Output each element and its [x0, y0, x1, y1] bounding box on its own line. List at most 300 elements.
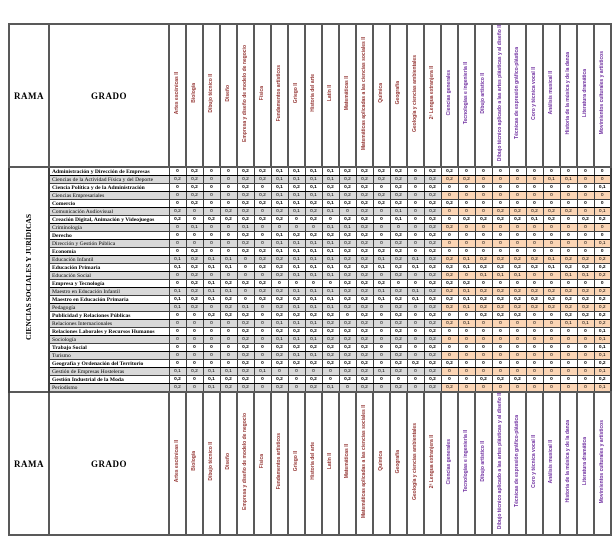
weight-value-cell: 0,2: [458, 176, 475, 184]
weight-value-cell: 0: [169, 224, 186, 232]
weight-value-cell: 0,2: [475, 312, 492, 320]
weight-value-cell: 0: [458, 368, 475, 376]
weight-value-cell: 0,2: [424, 384, 441, 393]
weight-value-cell: 0,2: [356, 216, 373, 224]
weight-value-cell: 0: [407, 352, 424, 360]
weight-value-cell: 0,2: [305, 312, 322, 320]
weight-value-cell: 0,1: [390, 216, 407, 224]
weight-value-cell: 0,2: [373, 200, 390, 208]
weight-value-cell: 0,2: [373, 167, 390, 176]
weight-value-cell: 0: [492, 360, 509, 368]
weight-value-cell: 0,2: [509, 216, 526, 224]
weight-value-cell: 0: [543, 312, 560, 320]
weight-value-cell: 0,2: [186, 288, 203, 296]
weight-value-cell: 0: [339, 384, 356, 393]
subject-column-header: [322, 392, 339, 535]
degree-row: [9, 288, 611, 296]
weight-value-cell: 0,2: [169, 208, 186, 216]
weight-value-cell: 0: [203, 184, 220, 192]
weight-value-cell: 0,1: [271, 248, 288, 256]
weight-value-cell: 0: [203, 344, 220, 352]
weight-value-cell: 0: [288, 216, 305, 224]
weight-value-cell: 0: [373, 208, 390, 216]
weight-value-cell: 0: [441, 184, 458, 192]
weight-value-cell: 0: [373, 360, 390, 368]
weight-value-cell: 0,2: [186, 176, 203, 184]
weight-value-cell: 0,2: [441, 200, 458, 208]
weight-value-cell: 0: [458, 328, 475, 336]
rama-header: RAMA: [9, 392, 49, 535]
weight-value-cell: 0: [373, 184, 390, 192]
degree-row: [9, 352, 611, 360]
subject-column-header: [271, 24, 288, 167]
weight-value-cell: 0: [373, 224, 390, 232]
subject-label: Historia del arte: [309, 74, 316, 112]
weight-value-cell: 0,2: [271, 384, 288, 393]
weight-value-cell: 0,2: [322, 344, 339, 352]
weight-value-cell: 0: [186, 216, 203, 224]
weight-value-cell: 0: [577, 352, 594, 360]
weight-value-cell: 0: [373, 328, 390, 336]
weight-value-cell: 0,2: [594, 256, 611, 264]
subject-column-header: [339, 392, 356, 535]
weight-value-cell: 0,2: [271, 376, 288, 384]
weight-value-cell: 0: [577, 344, 594, 352]
weight-value-cell: 0,2: [220, 216, 237, 224]
weight-value-cell: 0,2: [186, 256, 203, 264]
weight-value-cell: 0: [373, 312, 390, 320]
degree-name: Administración y Dirección de Empresas: [49, 167, 169, 176]
weight-value-cell: 0: [543, 376, 560, 384]
weight-value-cell: 0,2: [526, 288, 543, 296]
weight-value-cell: 0: [373, 272, 390, 280]
weight-value-cell: 0: [441, 328, 458, 336]
weight-value-cell: 0: [458, 360, 475, 368]
weight-value-cell: 0,2: [424, 344, 441, 352]
weight-value-cell: 0: [509, 232, 526, 240]
weight-value-cell: 0,1: [560, 272, 577, 280]
subject-label: Ciencias generales: [445, 70, 452, 116]
weight-value-cell: 0,1: [288, 272, 305, 280]
weight-value-cell: 0,2: [271, 216, 288, 224]
weight-value-cell: 0,2: [577, 312, 594, 320]
weight-value-cell: 0,2: [424, 304, 441, 312]
weight-value-cell: 0,2: [594, 320, 611, 328]
subject-label: Literatura dramática: [581, 437, 588, 486]
degree-name: Empresa y Tecnología: [49, 280, 169, 288]
weight-value-cell: 0,2: [237, 336, 254, 344]
weight-value-cell: 0: [577, 280, 594, 288]
weight-value-cell: 0,2: [339, 336, 356, 344]
weight-value-cell: 0: [458, 384, 475, 393]
weight-value-cell: 0,2: [577, 216, 594, 224]
weight-value-cell: 0: [509, 384, 526, 393]
weight-value-cell: 0,1: [305, 288, 322, 296]
weight-value-cell: 0,2: [560, 304, 577, 312]
weight-value-cell: 0: [594, 176, 611, 184]
subject-column-header: [373, 24, 390, 167]
weight-value-cell: 0: [526, 384, 543, 393]
weight-value-cell: 0: [288, 224, 305, 232]
weight-value-cell: 0: [237, 256, 254, 264]
weight-value-cell: 0: [560, 336, 577, 344]
weight-value-cell: 0,2: [356, 328, 373, 336]
weight-value-cell: 0,2: [441, 304, 458, 312]
weight-value-cell: 0: [203, 328, 220, 336]
weight-value-cell: 0,2: [492, 312, 509, 320]
weight-value-cell: 0,2: [356, 192, 373, 200]
weight-value-cell: 0,2: [356, 376, 373, 384]
weight-value-cell: 0: [220, 360, 237, 368]
weight-value-cell: 0: [509, 167, 526, 176]
weight-value-cell: 0,2: [560, 208, 577, 216]
weight-value-cell: 0,1: [322, 200, 339, 208]
weight-value-cell: 0,2: [237, 352, 254, 360]
subject-column-header: [169, 392, 186, 535]
weight-value-cell: 0: [492, 192, 509, 200]
weight-value-cell: 0: [492, 167, 509, 176]
weight-value-cell: 0,2: [424, 312, 441, 320]
weight-value-cell: 0: [407, 184, 424, 192]
weight-value-cell: 0: [220, 272, 237, 280]
weight-value-cell: 0,2: [492, 288, 509, 296]
weight-value-cell: 0,2: [526, 208, 543, 216]
weight-value-cell: 0: [169, 320, 186, 328]
weight-value-cell: 0: [509, 360, 526, 368]
weight-value-cell: 0: [458, 336, 475, 344]
subject-label: Matemáticas II: [343, 444, 350, 479]
subject-label: Ciencias generales: [445, 438, 452, 484]
weight-value-cell: 0,2: [475, 376, 492, 384]
branch-cell: [9, 167, 49, 392]
weight-value-cell: 0,1: [169, 264, 186, 272]
weight-value-cell: 0: [509, 176, 526, 184]
weight-value-cell: 0: [390, 376, 407, 384]
weight-value-cell: 0: [186, 384, 203, 393]
weight-value-cell: 0: [526, 344, 543, 352]
weight-value-cell: 0: [373, 336, 390, 344]
weight-value-cell: 0,2: [271, 304, 288, 312]
weight-value-cell: 0: [169, 312, 186, 320]
weight-value-cell: 0: [526, 352, 543, 360]
weight-value-cell: 0: [475, 320, 492, 328]
subject-column-header: [373, 392, 390, 535]
weight-value-cell: 0,2: [509, 256, 526, 264]
weight-value-cell: 0,2: [254, 264, 271, 272]
weight-value-cell: 0,1: [271, 176, 288, 184]
subject-column-header: [526, 24, 543, 167]
weight-value-cell: 0: [475, 336, 492, 344]
weight-value-cell: 0,1: [203, 264, 220, 272]
weight-value-cell: 0: [475, 240, 492, 248]
weight-value-cell: 0,2: [305, 384, 322, 393]
weight-value-cell: 0,2: [237, 200, 254, 208]
weight-value-cell: 0,1: [577, 320, 594, 328]
weight-value-cell: 0,2: [458, 280, 475, 288]
weight-value-cell: 0: [577, 240, 594, 248]
weight-value-cell: 0: [492, 200, 509, 208]
weight-value-cell: 0,1: [203, 376, 220, 384]
degree-row: [9, 264, 611, 272]
weight-value-cell: 0: [169, 328, 186, 336]
weight-value-cell: 0,2: [237, 184, 254, 192]
weight-value-cell: 0,1: [594, 328, 611, 336]
weight-value-cell: 0,2: [356, 288, 373, 296]
weight-value-cell: 0: [526, 312, 543, 320]
weight-value-cell: 0,1: [305, 352, 322, 360]
degree-row: [9, 360, 611, 368]
subject-column-header: [475, 24, 492, 167]
weight-value-cell: 0,2: [492, 376, 509, 384]
weight-value-cell: 0,2: [339, 328, 356, 336]
weight-value-cell: 0,2: [254, 192, 271, 200]
weight-value-cell: 0: [458, 184, 475, 192]
weight-value-cell: 0: [407, 312, 424, 320]
weight-value-cell: 0: [509, 192, 526, 200]
weight-value-cell: 0: [543, 184, 560, 192]
weight-value-cell: 0: [577, 224, 594, 232]
weight-value-cell: 0,2: [594, 288, 611, 296]
weight-value-cell: 0,1: [458, 296, 475, 304]
degree-name: Trabajo Social: [49, 344, 169, 352]
weight-value-cell: 0,2: [288, 232, 305, 240]
weight-value-cell: 0,2: [492, 296, 509, 304]
weight-value-cell: 0: [339, 312, 356, 320]
weight-value-cell: 0: [560, 368, 577, 376]
subject-label: Matemáticas II: [343, 75, 350, 111]
weight-value-cell: 0,1: [594, 344, 611, 352]
weight-value-cell: 0: [560, 232, 577, 240]
weight-value-cell: 0,2: [237, 176, 254, 184]
weight-value-cell: 0,2: [492, 304, 509, 312]
degree-name: Ciencias Empresariales: [49, 192, 169, 200]
subject-label: Geografía: [394, 449, 401, 473]
degree-name: Gestión de Empresas Hosteleras: [49, 368, 169, 376]
weight-value-cell: 0,2: [509, 312, 526, 320]
degree-row: [9, 296, 611, 304]
weight-value-cell: 0,2: [390, 256, 407, 264]
weight-value-cell: 0: [407, 384, 424, 393]
weight-value-cell: 0: [441, 312, 458, 320]
weight-value-cell: 0: [203, 248, 220, 256]
weight-value-cell: 0: [169, 336, 186, 344]
degree-row: [9, 200, 611, 208]
weight-value-cell: 0,2: [441, 296, 458, 304]
weight-value-cell: 0: [458, 192, 475, 200]
weight-value-cell: 0,2: [339, 344, 356, 352]
subject-label: Movimientos culturales y artísticos: [598, 419, 605, 503]
weight-value-cell: 0,2: [424, 272, 441, 280]
weight-value-cell: 0,2: [339, 176, 356, 184]
weight-value-cell: 0,2: [424, 296, 441, 304]
subject-label: Latín II: [326, 453, 333, 470]
weight-value-cell: 0: [509, 336, 526, 344]
weight-value-cell: 0: [407, 224, 424, 232]
weight-value-cell: 0: [509, 368, 526, 376]
weight-value-cell: 0: [458, 352, 475, 360]
weight-value-cell: 0: [509, 328, 526, 336]
weight-value-cell: 0: [577, 368, 594, 376]
weight-value-cell: 0,2: [458, 216, 475, 224]
weight-value-cell: 0: [305, 368, 322, 376]
weight-value-cell: 0: [407, 167, 424, 176]
subject-label: Fundamentos artísticos: [275, 433, 282, 490]
degree-row: [9, 280, 611, 288]
subject-label: Fundamentos artísticos: [275, 64, 282, 122]
weight-value-cell: 0: [458, 272, 475, 280]
weight-value-cell: 0: [203, 240, 220, 248]
subject-label: Física: [258, 454, 265, 469]
weight-value-cell: 0: [526, 360, 543, 368]
weight-value-cell: 0: [458, 248, 475, 256]
weight-value-cell: 0,2: [356, 232, 373, 240]
subject-label: Empresa y diseño de modelo de negocio: [241, 44, 248, 142]
weight-value-cell: 0,2: [339, 264, 356, 272]
weight-value-cell: 0: [543, 224, 560, 232]
weight-value-cell: 0: [526, 320, 543, 328]
degree-row: [9, 167, 611, 176]
weight-value-cell: 0,2: [169, 384, 186, 393]
weight-value-cell: 0: [594, 192, 611, 200]
weight-value-cell: 0: [509, 320, 526, 328]
weight-value-cell: 0,1: [288, 200, 305, 208]
weight-value-cell: 0: [322, 280, 339, 288]
weight-value-cell: 0,1: [458, 256, 475, 264]
weight-value-cell: 0: [543, 336, 560, 344]
weight-value-cell: 0: [577, 184, 594, 192]
weight-value-cell: 0,2: [237, 360, 254, 368]
weight-value-cell: 0,1: [526, 216, 543, 224]
subject-column-header: [560, 392, 577, 535]
weight-value-cell: 0: [373, 352, 390, 360]
weight-value-cell: 0,2: [254, 248, 271, 256]
weight-value-cell: 0,2: [390, 200, 407, 208]
weight-value-cell: 0,2: [203, 216, 220, 224]
weight-value-cell: 0,1: [594, 184, 611, 192]
degree-name: Educación Primaria: [49, 264, 169, 272]
subject-label: Tecnologías e ingeniería II: [462, 62, 469, 125]
degree-name: Relaciones Laborales y Recursos Humanos: [49, 328, 169, 336]
subject-column-header: [254, 24, 271, 167]
weight-value-cell: 0: [543, 200, 560, 208]
degree-row: [9, 256, 611, 264]
weight-value-cell: 0,1: [305, 264, 322, 272]
subject-column-header: [288, 392, 305, 535]
weight-value-cell: 0,2: [322, 352, 339, 360]
weight-value-cell: 0,1: [288, 240, 305, 248]
weight-value-cell: 0,2: [373, 176, 390, 184]
weight-value-cell: 0: [203, 360, 220, 368]
weight-value-cell: 0: [475, 344, 492, 352]
weight-value-cell: 0: [169, 200, 186, 208]
weight-value-cell: 0: [475, 280, 492, 288]
weight-value-cell: 0,1: [288, 304, 305, 312]
weight-value-cell: 0,2: [254, 280, 271, 288]
weight-value-cell: 0: [526, 368, 543, 376]
weight-value-cell: 0: [407, 328, 424, 336]
weight-value-cell: 0,1: [322, 240, 339, 248]
weight-value-cell: 0,1: [288, 192, 305, 200]
subject-label: Historia de la música y de la danza: [564, 51, 571, 135]
weight-value-cell: 0,2: [220, 208, 237, 216]
weight-value-cell: 0,1: [543, 256, 560, 264]
weight-value-cell: 0,2: [356, 352, 373, 360]
weight-value-cell: 0,2: [237, 376, 254, 384]
weight-value-cell: 0,2: [492, 256, 509, 264]
weight-value-cell: 0: [203, 304, 220, 312]
weight-value-cell: 0,1: [305, 256, 322, 264]
weight-value-cell: 0,1: [271, 167, 288, 176]
weight-value-cell: 0: [305, 224, 322, 232]
weight-value-cell: 0,2: [254, 256, 271, 264]
weight-value-cell: 0,2: [424, 280, 441, 288]
branch-label: CIENCIAS SOCIALES Y JURÍDICAS: [24, 214, 34, 341]
weight-value-cell: 0,2: [390, 336, 407, 344]
weight-value-cell: 0: [475, 176, 492, 184]
weight-value-cell: 0: [186, 376, 203, 384]
weight-value-cell: 0: [186, 208, 203, 216]
weight-value-cell: 0,1: [322, 248, 339, 256]
weight-value-cell: 0,1: [186, 224, 203, 232]
subject-label: Tecnologías e ingeniería II: [462, 430, 469, 493]
weight-value-cell: 0: [186, 320, 203, 328]
weight-value-cell: 0: [458, 344, 475, 352]
weight-value-cell: 0,2: [271, 360, 288, 368]
subject-column-header: [424, 24, 441, 167]
subject-label: Técnicas de expresión gráfico-plástica: [513, 415, 520, 508]
weight-value-cell: 0,2: [305, 216, 322, 224]
weight-value-cell: 0,1: [271, 192, 288, 200]
weight-value-cell: 0,1: [305, 320, 322, 328]
subject-label: Análisis musical II: [547, 71, 554, 115]
weight-value-cell: 0: [458, 376, 475, 384]
weight-value-cell: 0,1: [305, 304, 322, 312]
weight-value-cell: 0: [373, 240, 390, 248]
weight-value-cell: 0: [492, 224, 509, 232]
weight-value-cell: 0: [203, 167, 220, 176]
weight-value-cell: 0,2: [356, 384, 373, 393]
weight-value-cell: 0,2: [186, 192, 203, 200]
weight-value-cell: 0: [560, 240, 577, 248]
weight-value-cell: 0: [254, 352, 271, 360]
degree-name: Publicidad y Relaciones Públicas: [49, 312, 169, 320]
weight-value-cell: 0,2: [356, 240, 373, 248]
weight-value-cell: 0,2: [475, 216, 492, 224]
weight-value-cell: 0,2: [560, 288, 577, 296]
subject-column-header: [526, 392, 543, 535]
weight-value-cell: 0: [407, 200, 424, 208]
weight-value-cell: 0: [492, 352, 509, 360]
degree-row: [9, 312, 611, 320]
subject-label: Geología y ciencias ambientales: [411, 54, 418, 132]
weight-value-cell: 0,2: [543, 216, 560, 224]
weight-value-cell: 0,2: [237, 384, 254, 393]
weight-value-cell: 0: [526, 336, 543, 344]
weight-value-cell: 0,2: [271, 208, 288, 216]
subject-column-header: [356, 392, 373, 535]
weight-value-cell: 0: [407, 344, 424, 352]
weight-value-cell: 0,2: [424, 216, 441, 224]
weight-value-cell: 0,2: [322, 312, 339, 320]
weight-value-cell: 0,2: [390, 288, 407, 296]
weight-value-cell: 0,1: [373, 368, 390, 376]
weight-value-cell: 0,2: [288, 360, 305, 368]
degree-name: Periodismo: [49, 384, 169, 393]
weight-value-cell: 0: [407, 304, 424, 312]
weight-value-cell: 0,1: [407, 296, 424, 304]
weight-value-cell: 0,1: [560, 320, 577, 328]
weight-value-cell: 0: [203, 208, 220, 216]
